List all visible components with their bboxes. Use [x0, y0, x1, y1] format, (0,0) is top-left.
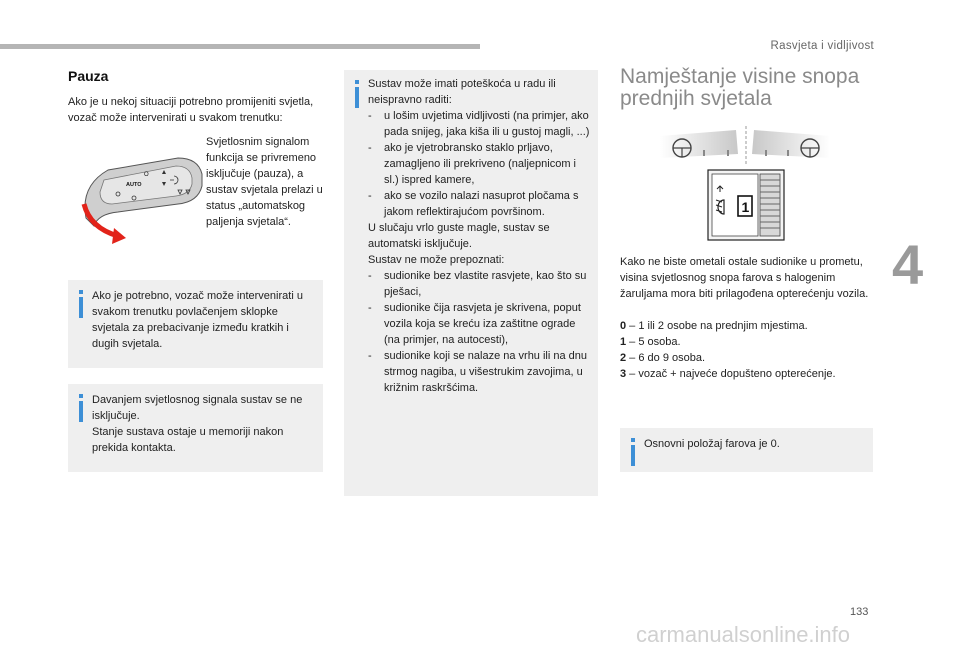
info-note-icon	[352, 80, 362, 108]
limitations-text	[368, 76, 590, 396]
load-level-item	[620, 366, 873, 382]
limitations-intro: Sustav može imati poteškoća u radu ili neispravno raditi:	[368, 78, 556, 106]
info-note-switching	[68, 280, 323, 368]
load-level-number: 0	[620, 320, 627, 332]
load-level-number: 2	[620, 352, 627, 364]
lever-caption: Svjetlosnim signalom funkcija se privremeno isključuje (pauza), a sustav svjetala prelazi u status „automatskog paljenja svjetala“.	[206, 136, 323, 228]
limitation-item	[368, 188, 590, 220]
column-limitations	[344, 70, 598, 496]
load-level-item	[620, 334, 873, 350]
lever-label-auto: AUTO	[126, 182, 142, 188]
undetected-item-text: - sudionike koji se nalaze na vrhu ili na dnu strmog nagiba, u višestrukim zavojima, u križnim raskršćima.	[384, 350, 588, 394]
default-position-text: Osnovni položaj farova je 0.	[644, 438, 780, 450]
load-level-text: – 1 ili 2 osobe na prednjim mjestima.	[626, 320, 808, 332]
note-memory-line: Davanjem svjetlosnog signala sustav se ne isključuje.	[92, 394, 303, 422]
header-rule	[0, 44, 480, 49]
load-level-item	[620, 318, 873, 334]
undetected-item	[368, 348, 590, 396]
note-switching-text: Ako je potrebno, vozač može intervenirati u svakom trenutku povlačenjem sklopke svjetala za prebacivanje između kratkih i dugih svjetala.	[92, 290, 303, 350]
note-memory-line: Stanje sustava ostaje u memoriji nakon prekida kontakta.	[92, 426, 284, 454]
load-levels-list	[620, 318, 873, 382]
lever-illustration-area	[68, 134, 323, 268]
dashboard-dial-svg	[620, 126, 873, 246]
column-pauza	[68, 64, 323, 472]
load-level-number: 1	[620, 336, 627, 348]
section-title: Rasvjeta i vidljivost	[770, 40, 874, 52]
headlight-dial-illustration	[620, 126, 873, 246]
beam-height-heading-line: prednjih svjetala	[620, 87, 772, 110]
thumbwheel[interactable]	[760, 174, 780, 236]
column-beam-height	[620, 66, 873, 472]
info-note-icon	[76, 394, 86, 422]
info-note-icon	[628, 438, 638, 466]
chapter-number: 4	[892, 233, 924, 296]
cannot-detect-heading: Sustav ne može prepoznati:	[368, 254, 505, 266]
load-level-text: – 6 do 9 osoba.	[626, 352, 706, 364]
light-lever-illustration	[78, 156, 206, 248]
load-level-text: – 5 osoba.	[626, 336, 681, 348]
lever-label-o: O	[144, 172, 149, 178]
watermark: carmanualsonline.info	[636, 622, 851, 647]
info-note-icon	[76, 290, 86, 318]
beam-height-paragraph: Kako ne biste ometali ostale sudionike u prometu, visina svjetlosnog snopa farova s halogenim žaruljama mora biti prilagođena opterećenju vozila.	[620, 256, 869, 300]
load-level-number: 3	[620, 368, 627, 380]
pauza-intro: Ako je u nekoj situaciji potrebno promijeniti svjetla, vozač može intervenirati u svakom trenutku:	[68, 96, 314, 124]
beam-height-heading	[620, 66, 873, 110]
fog-line: U slučaju vrlo guste magle, sustav se automatski isključuje.	[368, 222, 550, 250]
limitation-item-text: - ako je vjetrobransko staklo prljavo, zamagljeno ili prekriveno (naljepnicom i sl.) ispred kamere,	[384, 142, 576, 186]
limitation-item-text: - u lošim uvjetima vidljivosti (na primjer, ako pada snijeg, jaka kiša ili u gustoj magli, ...)	[384, 110, 590, 138]
page-number: 133	[850, 606, 869, 618]
dial-value: 1	[741, 199, 750, 215]
undetected-item	[368, 300, 590, 348]
info-note-memory	[68, 384, 323, 472]
limitation-item	[368, 140, 590, 188]
limitation-item	[368, 108, 590, 140]
limitation-item-text: - ako se vozilo nalazi nasuprot pločama s jakom reflektirajućom površinom.	[384, 190, 579, 218]
undetected-item-text: - sudionike čija rasvjeta je skrivena, poput vozila koja se kreću iza zaštitne ograde (na primjer, na autocesti),	[384, 302, 581, 346]
undetected-item-text: - sudionike bez vlastite rasvjete, kao što su pješaci,	[384, 270, 587, 298]
load-level-text: – vozač + najveće dopušteno opterećenje.	[626, 368, 836, 380]
load-level-item	[620, 350, 873, 366]
undetected-item	[368, 268, 590, 300]
info-note-default-position	[620, 428, 873, 472]
pauza-heading: Pauza	[68, 68, 109, 84]
beam-height-heading-line: Namještanje visine snopa	[620, 65, 860, 88]
